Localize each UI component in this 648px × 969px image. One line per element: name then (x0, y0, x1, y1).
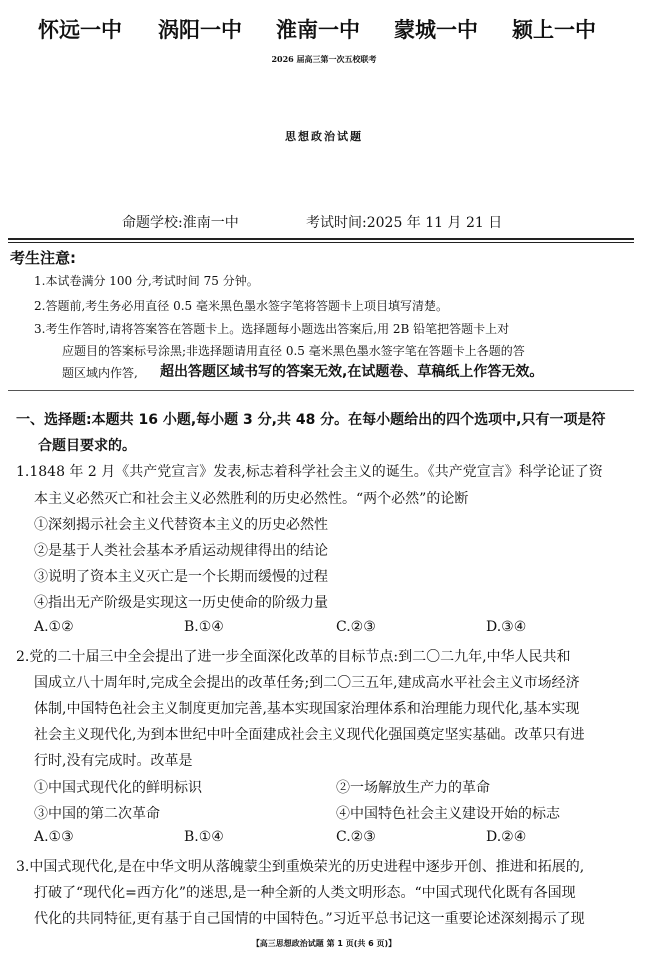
answer-choice: A.①③ (34, 829, 74, 845)
question-statement: ②是基于人类社会基本矛盾运动规律得出的结论 (34, 543, 328, 559)
question-statement: ③说明了资本主义灭亡是一个长期而缓慢的过程 (34, 569, 328, 585)
school-name: 蒙城一中 (394, 18, 478, 42)
notice-title: 考生注意: (10, 249, 76, 267)
header-rule-thin (8, 242, 634, 243)
question-statement: ③中国的第二次革命 (34, 806, 160, 822)
answer-choice: D.②④ (486, 829, 527, 845)
page-footer: 【高三思想政治试题 第 1 页(共 6 页)】 (251, 939, 397, 948)
question-stem: 1.1848 年 2 月《共产党宣言》发表,标志着科学社会主义的诞生。《共产党宣言》科学论证了资 (16, 464, 603, 480)
school-name: 淮南一中 (276, 18, 360, 42)
question-stem: 国成立八十周年时,完成全会提出的改革任务;到二〇三五年,建成高水平社会主义市场经济 (34, 675, 580, 691)
header-rule (8, 238, 634, 240)
question-statement: ④中国特色社会主义建设开始的标志 (336, 806, 560, 822)
notice-item: 题区域内作答, (62, 366, 138, 380)
question-statement: ①中国式现代化的鲜明标识 (34, 780, 202, 796)
notice-item: 1.本试卷满分 100 分,考试时间 75 分钟。 (34, 274, 259, 288)
school-name: 涡阳一中 (158, 18, 242, 42)
question-statement: ②一场解放生产力的革命 (336, 780, 490, 796)
answer-choice: A.①② (34, 619, 74, 635)
subject-title: 思想政治试题 (285, 130, 363, 143)
school-name: 怀远一中 (38, 18, 122, 42)
answer-choice: B.①④ (184, 619, 224, 635)
exam-time: 考试时间:2025 年 11 月 21 日 (306, 215, 503, 231)
section-heading: 一、选择题:本题共 16 小题,每小题 3 分,共 48 分。在每小题给出的四个选项中,只有一项是符 (16, 412, 606, 428)
notice-item: 3.考生作答时,请将答案答在答题卡上。选择题每小题选出答案后,用 2B 铅笔把答题卡上对 (34, 322, 510, 336)
notice-item: 2.答题前,考生务必用直径 0.5 毫米黑色墨水签字笔将答题卡上项目填写清楚。 (34, 299, 448, 313)
answer-choice: C.②③ (336, 829, 376, 845)
question-stem: 行时,没有完成时。改革是 (34, 753, 193, 769)
question-statement: ①深刻揭示社会主义代替资本主义的历史必然性 (34, 517, 328, 533)
answer-choice: B.①④ (184, 829, 224, 845)
question-stem: 本主义必然灭亡和社会主义必然胜利的历史必然性。“两个必然”的论断 (34, 491, 469, 507)
question-statement: ④指出无产阶级是实现这一历史使命的阶级力量 (34, 595, 328, 611)
question-stem: 代化的共同特征,更有基于自己国情的中国特色。”习近平总书记这一重要论述深刻揭示了现 (34, 911, 585, 927)
question-stem: 2.党的二十届三中全会提出了进一步全面深化改革的目标节点:到二〇二九年,中华人民共和 (16, 649, 571, 665)
notice-rule (8, 390, 634, 391)
section-heading: 合题目要求的。 (38, 438, 136, 454)
question-stem: 体制,中国特色社会主义制度更加完善,基本实现国家治理体系和治理能力现代化,基本实现 (34, 701, 580, 717)
question-stem: 3.中国式现代化,是在中华文明从落魄蒙尘到重焕荣光的历史进程中逐步开创、推进和拓展的, (16, 859, 585, 875)
question-stem: 社会主义现代化,为到本世纪中叶全面建成社会主义现代化强国奠定坚实基础。改革只有进 (34, 727, 585, 743)
answer-choice: D.③④ (486, 619, 527, 635)
question-stem: 打破了“现代化=西方化”的迷思,是一种全新的人类文明形态。“中国式现代化既有各国现 (34, 885, 576, 901)
answer-choice: C.②③ (336, 619, 376, 635)
setter-school: 命题学校:淮南一中 (122, 215, 239, 231)
exam-title: 2026 届高三第一次五校联考 (271, 54, 377, 64)
school-name: 颍上一中 (512, 18, 596, 42)
notice-item: 应题目的答案标号涂黑;非选择题请用直径 0.5 毫米黑色墨水签字笔在答题卡上各题的答 (62, 344, 525, 358)
notice-emphasis: 超出答题区域书写的答案无效,在试题卷、草稿纸上作答无效。 (160, 364, 544, 380)
